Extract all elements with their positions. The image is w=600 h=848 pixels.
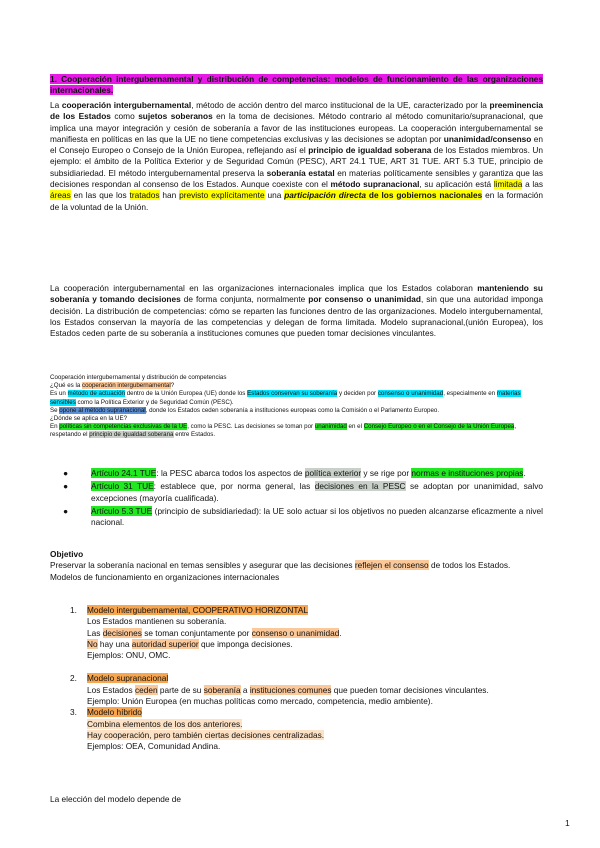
paragraph-cooperation: La cooperación intergubernamental en las organizaciones internacionales implica que los Estados colaboran manteniendo su soberanía y tomando decisiones de forma conjunta, normalmente por consenso o unanimidad, sin que una autoridad imponga decisión. La distribución de competencias: cómo se reparten las funciones dentro de las organizaciones. Modelo intergubernamental, los Estados conservan la mayoría de las competencias y delegan de forma limitada. Modelo supranacional,(unión Europea), los Estados ceden parte de su soberanía a instituciones comunes que pueden tomar decisiones vinculantes. xyxy=(50,283,544,339)
model-2-body: Los Estados ceden parte de su soberanía a instituciones comunes que pueden tomar decisiones vinculantes. Ejemplo: Unión Europea (en muchas políticas como mercado, competencia, medio ambiente). xyxy=(87,684,489,707)
model-1-heading: 1. Modelo intergubernamental, COOPERATIVO HORIZONTAL xyxy=(70,605,309,615)
small-notes xyxy=(50,374,543,440)
notes-question-1: ¿Qué es la cooperación intergubernamental? xyxy=(50,382,175,390)
model-3-heading: 3. Modelo híbrido xyxy=(70,707,142,718)
notes-title: Cooperación intergubernamental y distribución de competencias xyxy=(50,374,227,381)
page-number: 1 xyxy=(565,818,570,828)
models-intro: Modelos de funcionamiento en organizaciones internacionales xyxy=(50,571,280,582)
notes-answer-1: Es un método de actuación dentro de la Unión Europea (UE) donde los Estados conservan su soberanía y deciden por consenso o unanimidad, especialmente en materias sensibles como la Política Exterior y de Seguridad Común (PESC). xyxy=(50,390,521,406)
list-item: ● Artículo 24.1 TUE: la PESC abarca todos los aspectos de política exterior y se rige por normas e instituciones propias. xyxy=(63,468,526,478)
closing-line: La elección del modelo depende de xyxy=(50,794,182,804)
section-heading: 1. Cooperación intergubernamental y distribución de competencias: modelos de funcionamiento de las organizaciones internacionales. xyxy=(50,74,543,96)
notes-answer-2: Se opone al método supranacional, donde los Estados ceden soberanía a instituciones europeas como la Comisión o el Parlamento Europeo. xyxy=(50,406,440,414)
objective-label: Objetivo xyxy=(50,549,84,559)
model-3-body: Combina elementos de los dos anteriores. Hay cooperación, pero también ciertas decisiones centralizadas. Ejemplos: OEA, Comunidad Andina. xyxy=(87,718,325,752)
model-2-heading: 2. Modelo supranacional xyxy=(70,673,169,684)
model-1-body: Los Estados mantienen su soberanía. Las decisiones se toman conjuntamente por consenso o unanimidad. No hay una autoridad superior que imponga decisiones. Ejemplos: ONU, OMC. xyxy=(87,616,342,661)
objective-text: Preservar la soberanía nacional en temas sensibles y asegurar que las decisiones reflejen el consenso de todos los Estados. xyxy=(50,560,511,571)
notes-question-2: ¿Dónde se aplica en la UE? xyxy=(50,415,128,423)
models-list xyxy=(50,605,543,753)
paragraph-intro: La cooperación intergubernamental, método de acción dentro del marco institucional de la UE, caracterizado por la preeminencia de los Estados como sujetos soberanos en la toma de decisiones. Método contrario al método comunitario/supranacional, que implica una mayor integración y cesión de soberanía a favor de las instituciones europeas. La cooperación intergubernamental se manifiesta en políticas en las que la UE no tiene competencias exclusivas y las decisiones se adoptan por unanimidad/consenso en el Consejo Europeo o Consejo de la Unión Europea, reflejando así el principio de igualdad soberana de los Estados miembros. Un ejemplo: el ámbito de la Política Exterior y de Seguridad Común (PESC), ART 24.1 TUE, ART 31 TUE. ART 5.3 TUE, principio de subsidiariedad. El método intergubernamental preserva la soberanía estatal en materias políticamente sensibles y garantiza que las decisiones respondan al consenso de los Estados. Aunque coexiste con el método supranacional, su aplicación está limitada a las áreas en las que los tratados han previsto explícitamente una participación directa de los gobiernos nacionales en la formación de la voluntad de la Unión. xyxy=(50,100,544,212)
list-item: ● Artículo 31 TUE: establece que, por norma general, las decisiones en la PESC se adoptan por unanimidad, salvo excepciones (mayoría cualificada). xyxy=(63,481,543,503)
objective-section xyxy=(50,549,543,583)
article-list xyxy=(50,468,543,530)
list-item: ● Artículo 5.3 TUE (principio de subsidiariedad): la UE solo actuar si los objetivos no pueden alcanzarse eficazmente a nivel nacional. xyxy=(63,505,544,528)
notes-answer-3: En políticas sin competencias exclusivas de la UE, como la PESC. Las decisiones se toman por unanimidad en el Consejo Europeo o en el Consejo de la Unión Europea, respetando el principio de igualdad soberana entre Estados. xyxy=(50,423,517,439)
